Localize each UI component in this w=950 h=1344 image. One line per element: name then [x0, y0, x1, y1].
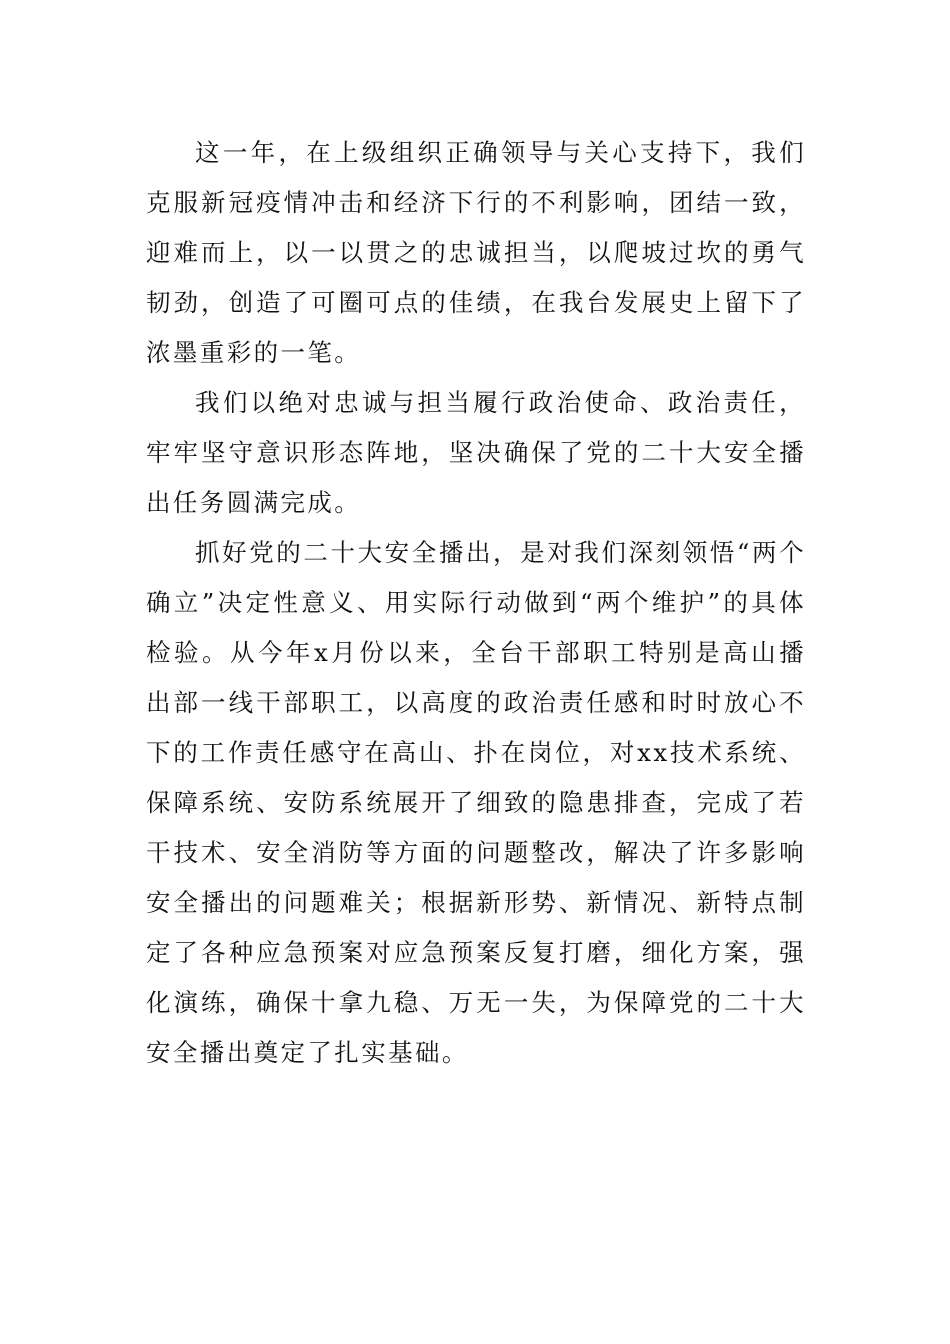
document-body	[146, 128, 806, 1078]
paragraph-3: 抓好党的二十大安全播出，是对我们深刻领悟“两个确立”决定性意义、用实际行动做到“两个维护”的具体检验。从今年x月份以来，全台干部职工特别是高山播出部一线干部职工，以高度的政治责任感和时时放心不下的工作责任感守在高山、扑在岗位，对xx技术系统、保障系统、安防系统展开了细致的隐患排查，完成了若干技术、安全消防等方面的问题整改，解决了许多影响安全播出的问题难关；根据新形势、新情况、新特点制定了各种应急预案对应急预案反复打磨，细化方案，强化演练，确保十拿九稳、万无一失，为保障党的二十大安全播出奠定了扎实基础。	[146, 538, 806, 1067]
paragraph-1: 这一年，在上级组织正确领导与关心支持下，我们克服新冠疫情冲击和经济下行的不利影响，团结一致，迎难而上，以一以贯之的忠诚担当，以爬坡过坎的勇气韧劲，创造了可圈可点的佳绩，在我台发展史上留下了浓墨重彩的一笔。	[146, 138, 806, 367]
paragraph-2: 我们以绝对忠诚与担当履行政治使命、政治责任，牢牢坚守意识形态阵地，坚决确保了党的二十大安全播出任务圆满完成。	[146, 388, 806, 517]
